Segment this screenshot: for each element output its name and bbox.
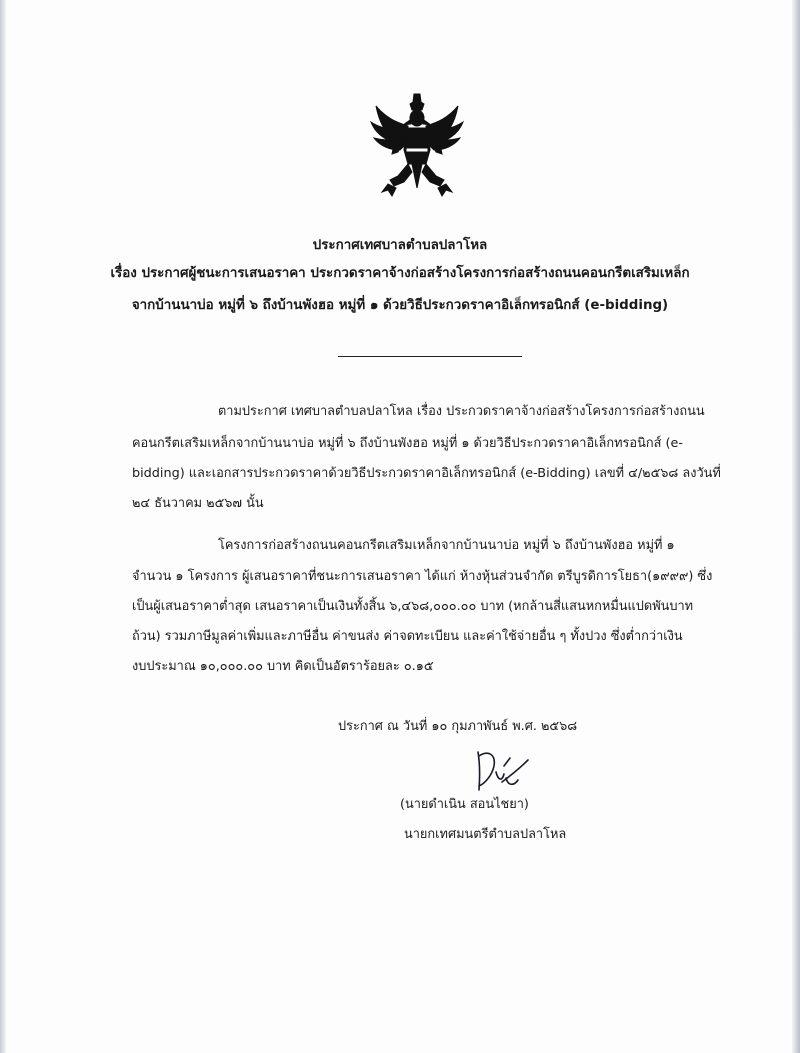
garuda-emblem-icon bbox=[368, 92, 466, 200]
paragraph2-line: เป็นผู้เสนอราคาต่ำสุด เสนอราคาเป็นเงินทั้งสิ้น ๖,๔๖๘,๐๐๐.๐๐ บาท (หกล้านสี่แสนหกหมื่นแปดพันบาท bbox=[132, 599, 694, 614]
paragraph1-line: คอนกรีตเสริมเหล็กจากบ้านนาบ่อ หมู่ที่ ๖ ถึงบ้านพังฮอ หมู่ที่ ๑ ด้วยวิธีประกวดราคาอิเล็กทรอนิกส์ (e- bbox=[132, 436, 683, 451]
paragraph1-line: ๒๔ ธันวาคม ๒๕๖๗ นั้น bbox=[132, 496, 264, 511]
paragraph1-line: ตามประกาศ เทศบาลตำบลปลาโหล เรื่อง ประกวดราคาจ้างก่อสร้างโครงการก่อสร้างถนน bbox=[218, 404, 705, 419]
signatory-title: นายกเทศมนตรีตำบลปลาโหล bbox=[404, 827, 567, 842]
paragraph2-line: จำนวน ๑ โครงการ ผู้เสนอราคาที่ชนะการเสนอราคา ได้แก่ ห้างหุ้นส่วนจำกัด ตรีบูรดิการโยธา(๑๙๙๙) ซึ่ง bbox=[132, 569, 713, 584]
handwritten-signature-icon bbox=[470, 742, 532, 798]
scan-edge-right bbox=[792, 0, 800, 1053]
heading-office: ประกาศเทศบาลตำบลปลาโหล bbox=[312, 238, 488, 253]
paragraph2-line: ถ้วน) รวมภาษีมูลค่าเพิ่มและภาษีอื่น ค่าขนส่ง ค่าจดทะเบียน และค่าใช้จ่ายอื่น ๆ ทั้งปวง ซึ่งต่ำกว่าเงิน bbox=[132, 629, 683, 644]
signatory-name: (นายดำเนิน สอนไชยา) bbox=[400, 797, 529, 812]
heading-divider bbox=[338, 356, 522, 357]
scan-edge-left bbox=[0, 0, 6, 1053]
heading-subject-cont: จากบ้านนาบ่อ หมู่ที่ ๖ ถึงบ้านพังฮอ หมู่ที่ ๑ ด้วยวิธีประกวดราคาอิเล็กทรอนิกส์ (e-bidding) bbox=[131, 298, 669, 313]
paragraph1-line: bidding) และเอกสารประกวดราคาด้วยวิธีประกวดราคาอิเล็กทรอนิกส์ (e-Bidding) เลขที่ ๔/๒๕๖๘ ลงวันที่ bbox=[132, 466, 721, 481]
heading-subject: เรื่อง ประกาศผู้ชนะการเสนอราคา ประกวดราคาจ้างก่อสร้างโครงการก่อสร้างถนนคอนกรีตเสริมเหล็ก bbox=[110, 266, 690, 281]
announcement-date: ประกาศ ณ วันที่ ๑๐ กุมภาพันธ์ พ.ศ. ๒๕๖๘ bbox=[338, 719, 578, 734]
paragraph2-line: งบประมาณ ๑๐,๐๐๐.๐๐ บาท คิดเป็นอัตราร้อยละ ๐.๑๕ bbox=[132, 659, 434, 674]
paragraph2-line: โครงการก่อสร้างถนนคอนกรีตเสริมเหล็กจากบ้านนาบ่อ หมู่ที่ ๖ ถึงบ้านพังฮอ หมู่ที่ ๑ bbox=[218, 538, 675, 553]
